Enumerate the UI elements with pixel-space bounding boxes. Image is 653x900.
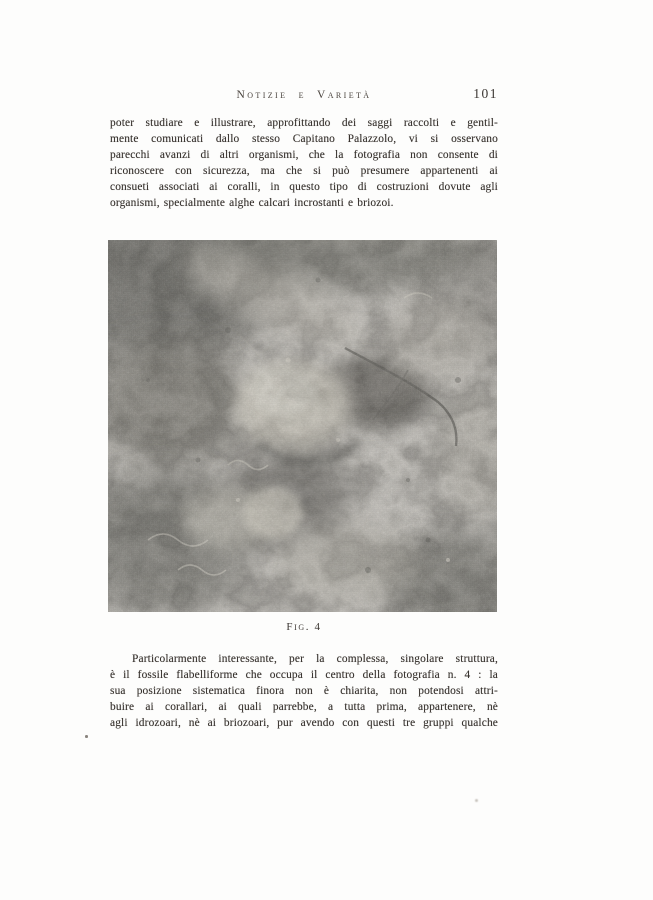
- text-line: è il fossile flabelliforme che occupa il centro della fotografia n. 4 : la: [110, 668, 498, 681]
- text-line: riconoscere con sicurezza, ma che si può presumere appartenenti ai: [110, 164, 498, 177]
- margin-dot: [85, 735, 88, 738]
- paragraph-2: [110, 652, 498, 732]
- fossil-photo-texture: [108, 240, 497, 612]
- text-line: organismi, specialmente alghe calcari incrostanti e briozoi.: [110, 196, 394, 209]
- paper-speck: [475, 799, 478, 802]
- text-line: parecchi avanzi di altri organismi, che la fotografia non consente di: [110, 148, 498, 161]
- text-line: agli idrozoari, nè ai briozoari, pur avendo con questi tre gruppi qualche: [110, 716, 498, 729]
- figure-photograph: [108, 240, 497, 612]
- text-line: sua posizione sistematica finora non è chiarita, non potendosi attri-: [110, 684, 498, 697]
- page-number: 101: [473, 86, 498, 101]
- text-line: Particolarmente interessante, per la complessa, singolare struttura,: [132, 653, 498, 665]
- figure-caption: Fig. 4: [286, 621, 322, 633]
- text-line: mente comunicati dallo stesso Capitano Palazzolo, vi si osservano: [110, 132, 498, 145]
- text-line: buire ai corallari, ai quali parrebbe, a tutta prima, appartenere, nè: [110, 700, 498, 713]
- running-head: [110, 88, 498, 106]
- running-title: Notizie e Varietà: [236, 89, 372, 101]
- text-line: consueti associati ai coralli, in questo tipo di costruzioni dovute agli: [110, 180, 498, 193]
- text-line: poter studiare e illustrare, approfittando dei saggi raccolti e gentil-: [110, 117, 498, 129]
- paragraph-1: [110, 116, 498, 212]
